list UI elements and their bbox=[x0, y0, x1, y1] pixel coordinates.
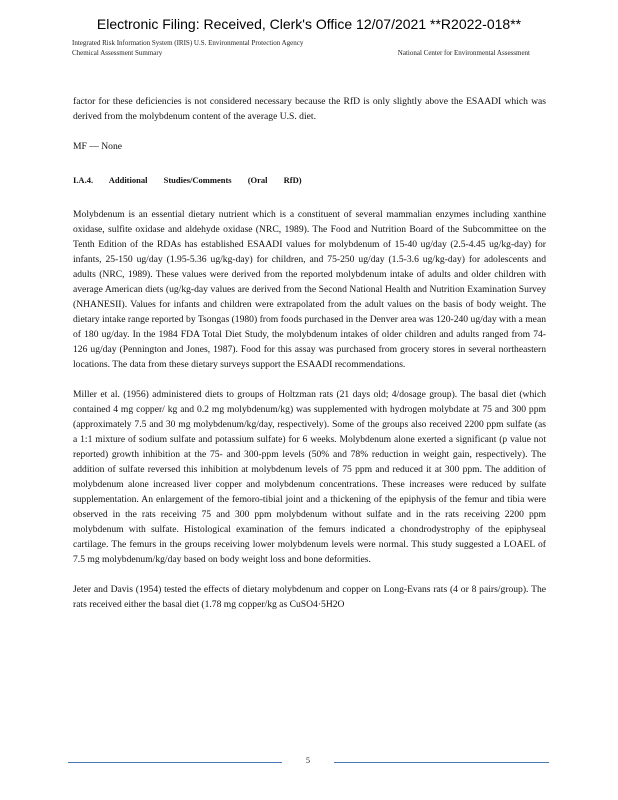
paragraph-molybdenum: Molybdenum is an essential dietary nutrient which is a constituent of several mammalian enzymes including xanthine oxidase, sulfite oxidase and aldehyde oxidase (NRC, 1989). The Food and Nutrition Board of the Subcommittee on the Tenth Edition of the RDAs has established ESAADI values for molybdenum of 15-40 ug/day (2.5-4.45 ug/kg-day) for infants, 25-150 ug/day (1.95-5.36 ug/kg-day) for children, and 75-250 ug/day (1.5-3.6 ug/kg-day) for adolescents and adults (NRC, 1989). These values were derived from the reported molybdenum intake of adults and older children with average American diets (ug/kg-day values are derived from the Second National Health and Nutrition Examination Survey (NHANESII). Values for infants and children were extrapolated from the adult values on the basis of body weight. The dietary intake range reported by Tsongas (1980) from foods purchased in the Denver area was 120-240 ug/day with a mean of 180 ug/day. In the 1984 FDA Total Diet Study, the molybdenum intakes of older children and adults ranged from 74-126 ug/day (Pennington and Jones, 1987). Food for this assay was purchased from grocery stores in several northeastern locations. The data from these dietary surveys support the ESAADI recommendations. bbox=[73, 209, 546, 370]
mf-line: MF — None bbox=[73, 141, 123, 152]
header-line-2-right: National Center for Environmental Assessment bbox=[397, 49, 530, 57]
footer-rule-right bbox=[334, 762, 549, 763]
paragraph-intro: factor for these deficiencies is not considered necessary because the RfD is only slightly above the ESAADI which was derived from the molybdenum content of the average U.S. diet. bbox=[73, 96, 546, 122]
header-line-2-left: Chemical Assessment Summary bbox=[72, 49, 163, 57]
paragraph-jeter: Jeter and Davis (1954) tested the effects of dietary molybdenum and copper on Long-Evans rats (4 or 8 pairs/group). The rats received either the basal diet (1.78 mg copper/kg as CuSO4·5H2O bbox=[73, 584, 546, 610]
section-heading: I.A.4. Additional Studies/Comments (Oral RfD) bbox=[73, 175, 302, 185]
document-body bbox=[73, 94, 546, 627]
page-number: 5 bbox=[306, 756, 310, 765]
footer-rule-left bbox=[68, 762, 282, 763]
header-line-1: Integrated Risk Information System (IRIS) U.S. Environmental Protection Agency bbox=[72, 39, 304, 47]
paragraph-miller: Miller et al. (1956) administered diets to groups of Holtzman rats (21 days old; 4/dosage group). The basal diet (which contained 4 mg copper/ kg and 0.2 mg molybdenum/kg) was supplemented with hydrogen molybdate at 75 and 300 ppm (approximately 7.5 and 30 mg molybdenum/kg/day, respectively). Some of the groups also received 2200 ppm sulfate (as a 1:1 mixture of sodium sulfate and potassium sulfate) for 6 weeks. Molybdenum alone exerted a significant (p value not reported) growth inhibition at the 75- and 300-ppm levels (50% and 78% reduction in weight gain, respectively). The addition of sulfate reversed this inhibition at molybdenum levels of 75 ppm and reduced it at 300 ppm. The addition of molybdenum alone increased liver copper and molybdenum concentrations. These increases were reduced by sulfate supplementation. An enlargement of the femoro-tibial joint and a thickening of the epiphysis of the femur and tibia were observed in the rats receiving 75 and 300 ppm molybdenum without sulfate and in the rats receiving 2200 ppm molybdenum with sulfate. Histological examination of the femurs indicated a chondrodystrophy of the epiphyseal cartilage. The femurs in the groups receiving lower molybdenum levels were normal. This study suggested a LOAEL of 7.5 mg molybdenum/kg/day based on body weight loss and bone deformities. bbox=[73, 389, 546, 565]
filing-stamp: Electronic Filing: Received, Clerk's Office 12/07/2021 **R2022-018** bbox=[96, 16, 522, 32]
